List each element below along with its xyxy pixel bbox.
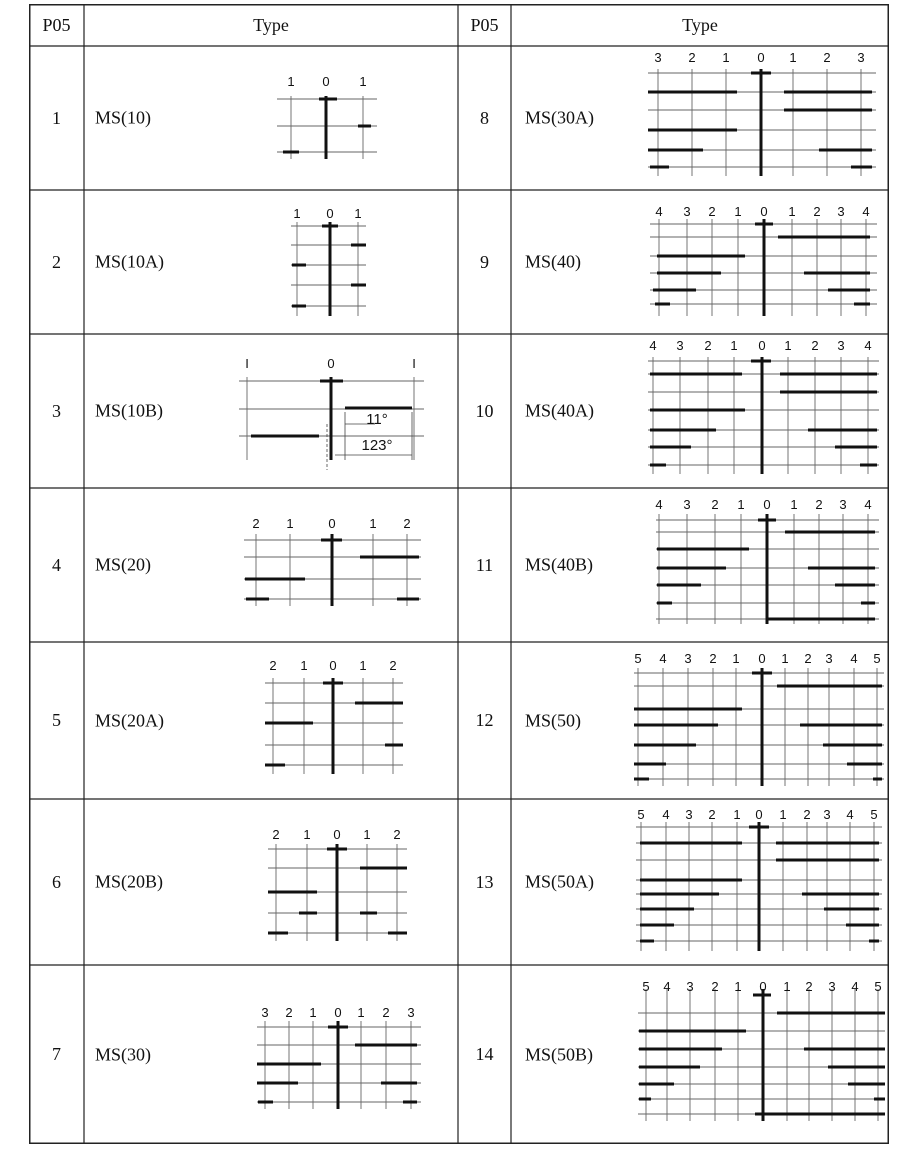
position-label: I — [245, 356, 249, 371]
row-number-left: 3 — [52, 400, 61, 421]
position-label: 1 — [784, 338, 792, 353]
position-label: 3 — [676, 338, 684, 353]
position-label: 1 — [359, 658, 367, 673]
row-number-left: 5 — [52, 710, 61, 730]
position-label: 1 — [293, 206, 301, 221]
position-label: 1 — [287, 74, 295, 89]
position-label: 1 — [734, 204, 742, 219]
position-label: 0 — [328, 516, 336, 531]
position-label: 1 — [286, 516, 294, 531]
position-label: 1 — [369, 516, 377, 531]
position-label: 3 — [261, 1005, 269, 1020]
position-label: 0 — [758, 651, 766, 666]
row-number-right: 9 — [480, 251, 489, 272]
type-name-left: MS(20A) — [95, 710, 165, 730]
type-name-left: MS(20B) — [95, 871, 164, 892]
position-label: 1 — [363, 827, 371, 842]
position-label: 0 — [755, 807, 763, 822]
position-label: 5 — [642, 979, 650, 994]
position-label: 1 — [788, 204, 796, 219]
position-label: 2 — [811, 338, 819, 353]
position-label: 3 — [684, 651, 692, 666]
position-label: 1 — [783, 979, 791, 994]
position-label: 1 — [737, 497, 745, 512]
position-label: 2 — [252, 516, 260, 531]
position-label: 2 — [823, 50, 831, 65]
switch-type-table — [29, 4, 889, 1144]
position-label: 0 — [763, 497, 771, 512]
position-label: 3 — [407, 1005, 415, 1020]
position-label: 1 — [357, 1005, 365, 1020]
position-label: 1 — [359, 74, 367, 89]
position-label: 4 — [851, 979, 859, 994]
row-number-right: 8 — [480, 107, 489, 128]
position-label: 2 — [272, 827, 280, 842]
position-label: 0 — [758, 338, 766, 353]
type-name-right: MS(50A) — [525, 871, 595, 892]
position-label: 3 — [823, 807, 831, 822]
position-label: 0 — [760, 204, 768, 219]
position-label: 2 — [382, 1005, 390, 1020]
position-label: 1 — [300, 658, 308, 673]
position-label: 0 — [329, 658, 337, 673]
position-label: 1 — [734, 979, 742, 994]
position-label: 4 — [663, 979, 671, 994]
row-number-right: 12 — [475, 710, 494, 730]
position-label: 4 — [655, 204, 663, 219]
position-label: 2 — [815, 497, 823, 512]
type-name-right: MS(50B) — [525, 1044, 594, 1064]
type-name-right: MS(40A) — [525, 400, 595, 421]
position-label: 3 — [839, 497, 847, 512]
position-label: 2 — [393, 827, 401, 842]
position-label: 4 — [850, 651, 858, 666]
header-type-left: Type — [253, 14, 289, 35]
position-label: 1 — [309, 1005, 317, 1020]
position-label: 1 — [730, 338, 738, 353]
row-number-right: 11 — [475, 554, 494, 575]
position-label: 5 — [870, 807, 878, 822]
position-label: 2 — [389, 658, 397, 673]
row-number-right: 10 — [475, 400, 494, 421]
type-name-right: MS(30A) — [525, 107, 595, 128]
position-label: 2 — [804, 651, 812, 666]
position-label: 3 — [837, 204, 845, 219]
position-label: 4 — [662, 807, 670, 822]
position-label: I — [412, 356, 416, 371]
position-label: 2 — [708, 204, 716, 219]
position-label: 1 — [790, 497, 798, 512]
position-label: 3 — [685, 807, 693, 822]
type-name-left: MS(10) — [95, 107, 152, 128]
row-number-left: 1 — [52, 107, 61, 128]
position-label: 3 — [686, 979, 694, 994]
position-label: 1 — [779, 807, 787, 822]
position-label: 5 — [637, 807, 645, 822]
position-label: 4 — [655, 497, 663, 512]
row-number-right: 13 — [475, 871, 494, 892]
position-label: 1 — [781, 651, 789, 666]
position-label: 2 — [813, 204, 821, 219]
position-label: 3 — [857, 50, 865, 65]
position-label: 4 — [864, 497, 872, 512]
position-label: 2 — [285, 1005, 293, 1020]
position-label: 0 — [333, 827, 341, 842]
row-number-left: 4 — [52, 554, 61, 575]
type-name-left: MS(20) — [95, 554, 152, 575]
position-label: 4 — [659, 651, 667, 666]
type-name-right: MS(40) — [525, 251, 582, 272]
position-label: 2 — [704, 338, 712, 353]
position-label: 0 — [322, 74, 330, 89]
row-number-left: 2 — [52, 251, 61, 272]
position-label: 2 — [709, 651, 717, 666]
position-label: 2 — [269, 658, 277, 673]
angle-label: 11° — [366, 411, 388, 428]
row-number-left: 6 — [52, 871, 61, 892]
type-name-left: MS(10A) — [95, 251, 165, 272]
position-label: 0 — [326, 206, 334, 221]
position-label: 4 — [862, 204, 870, 219]
position-label: 1 — [733, 807, 741, 822]
row-number-left: 7 — [52, 1044, 61, 1064]
position-label: 3 — [683, 204, 691, 219]
position-label: 2 — [805, 979, 813, 994]
position-label: 1 — [789, 50, 797, 65]
position-label: 4 — [864, 338, 872, 353]
header-p05-left: P05 — [42, 14, 71, 35]
position-label: 3 — [683, 497, 691, 512]
row-number-right: 14 — [475, 1044, 494, 1064]
position-label: 2 — [708, 807, 716, 822]
position-label: 3 — [825, 651, 833, 666]
angle-label: 123° — [361, 437, 393, 454]
position-label: 5 — [634, 651, 642, 666]
position-label: 0 — [327, 356, 335, 371]
position-label: 4 — [846, 807, 854, 822]
position-label: 3 — [654, 50, 662, 65]
type-name-right: MS(40B) — [525, 554, 594, 575]
position-label: 1 — [303, 827, 311, 842]
header-type-right: Type — [682, 14, 718, 35]
position-label: 0 — [757, 50, 765, 65]
position-label: 2 — [403, 516, 411, 531]
position-label: 0 — [334, 1005, 342, 1020]
position-label: 2 — [803, 807, 811, 822]
position-label: 1 — [732, 651, 740, 666]
type-name-left: MS(30) — [95, 1044, 152, 1064]
position-label: 2 — [711, 497, 719, 512]
header-p05-right: P05 — [470, 14, 499, 35]
position-label: 5 — [873, 651, 881, 666]
position-label: 3 — [837, 338, 845, 353]
type-name-left: MS(10B) — [95, 400, 164, 421]
position-label: 2 — [711, 979, 719, 994]
position-label: 4 — [649, 338, 657, 353]
position-label: 2 — [688, 50, 696, 65]
position-label: 0 — [759, 979, 767, 994]
position-label: 5 — [874, 979, 882, 994]
position-label: 1 — [354, 206, 362, 221]
position-label: 3 — [828, 979, 836, 994]
type-name-right: MS(50) — [525, 710, 582, 730]
position-label: 1 — [722, 50, 730, 65]
